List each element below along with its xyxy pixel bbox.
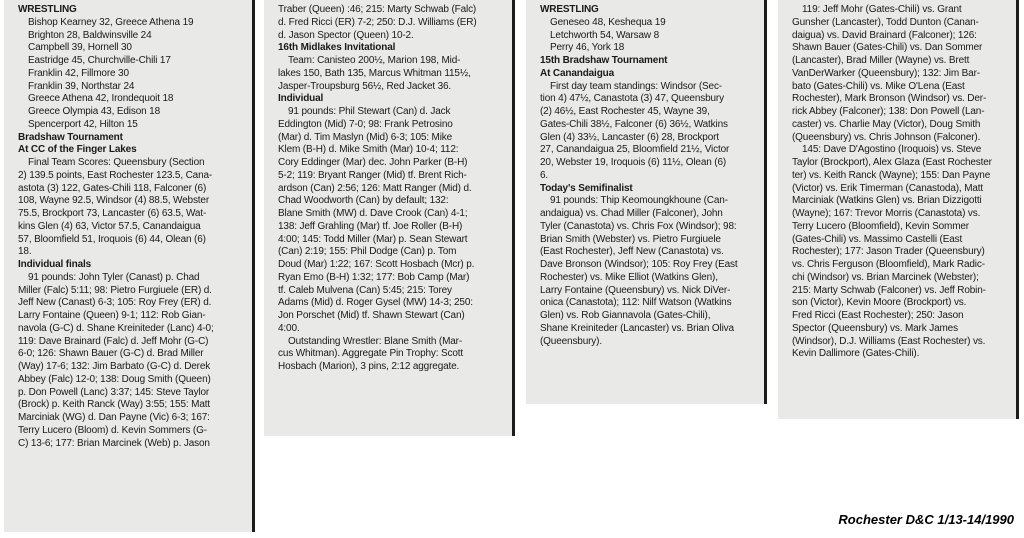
clipping-column-2 xyxy=(264,0,515,436)
text-line: tf. Caleb Mulvena (Can) 5:45; 215: Torey xyxy=(278,284,452,296)
text-line: (Gates-Chili) vs. Massimo Castelli (East xyxy=(792,233,963,245)
text-line: Shane Kreiniteder (Lancaster) vs. Brian Oliva xyxy=(540,322,734,334)
text-line: caster) vs. Charlie May (Victor), Doug Smith xyxy=(792,118,981,130)
text-line: 215: Marty Schwab (Falconer) vs. Jeff Robin- xyxy=(792,284,986,296)
section-heading: Bradshaw Tournament xyxy=(18,131,123,143)
clipping-column-3 xyxy=(526,0,767,404)
text-line: Bishop Kearney 32, Greece Athena 19 xyxy=(28,16,194,28)
section-heading: WRESTLING xyxy=(540,4,599,15)
text-line: Dave Bronson (Windsor); 105: Roy Frey (East xyxy=(540,259,738,270)
text-line: (Lancaster), Brad Miller (Wayne) vs. Brett xyxy=(792,55,970,66)
text-line: 4:00. xyxy=(278,322,300,334)
text-line: Klem (B-H) d. Mike Smith (Mar) 10-4; 112: xyxy=(278,144,459,156)
text-line: Letchworth 54, Warsaw 8 xyxy=(550,29,660,41)
text-line: Spencerport 42, Hilton 15 xyxy=(28,118,138,130)
text-line: Eddington (Mid) 7-0; 98: Frank Petrosino xyxy=(278,118,453,130)
text-line: Campbell 39, Hornell 30 xyxy=(28,42,132,54)
text-line: navola (G-C) d. Shane Kreiniteder (Lanc) 4-0; xyxy=(18,322,214,334)
section-heading: 15th Bradshaw Tournament xyxy=(540,55,668,66)
text-line: 108, Wayne 92.5, Windsor (4) 88.5, Webster xyxy=(18,195,210,207)
section-heading: Today's Semifinalist xyxy=(540,182,633,194)
text-line: (Mar) d. Tim Maslyn (Mid) 6-3; 105: Mike xyxy=(278,131,453,143)
text-line: Marciniak (WG) d. Dan Payne (Vic) 6-3; 167: xyxy=(18,412,210,423)
text-line: Jeff New (Canast) 6-3; 105: Roy Frey (ER) d. xyxy=(18,297,212,309)
text-line: ter) vs. Keith Ranck (Wayne); 155: Dan Payne xyxy=(792,169,991,181)
text-line: Rochester); 177: Jason Trader (Queensbury) xyxy=(792,246,985,258)
section-heading: At CC of the Finger Lakes xyxy=(18,144,137,156)
text-line: daigua) vs. David Brainard (Falconer); 126: xyxy=(792,29,977,41)
text-line: Adams (Mid) d. Roger Gysel (MW) 14-3; 250: xyxy=(278,297,473,309)
text-line: onica (Canastota); 112: Nilf Watson (Watkins xyxy=(540,297,732,309)
section-heading: Individual finals xyxy=(18,259,92,270)
text-line: Gunsher (Lancaster), Todd Dunton (Canan- xyxy=(792,16,979,28)
text-line: (Queensbury) vs. Chris Johnson (Falconer). xyxy=(792,131,981,143)
text-line: Greece Athena 42, Irondequoit 18 xyxy=(28,93,174,105)
text-line: ardson (Can) 2:56; 126: Matt Ranger (Mid) d. xyxy=(278,182,472,194)
text-line: Blane Smith (MW) d. Dave Crook (Can) 4-1; xyxy=(278,208,468,219)
text-line: Glen) vs. Rob Giannavola (Gates-Chili), xyxy=(540,310,711,321)
text-line: vs. Chris Ferguson (Bloomfield), Mark Radic- xyxy=(792,259,985,270)
text-line: Perry 46, York 18 xyxy=(550,42,625,54)
section-heading: 16th Midlakes Invitational xyxy=(278,42,396,54)
text-line: Brian Smith (Webster) vs. Pietro Furgiuele xyxy=(540,233,721,245)
text-line: 18. xyxy=(18,246,32,258)
text-line: Cory Eddinger (Mar) dec. John Parker (B-H) xyxy=(278,157,468,168)
text-line: 138: Jeff Grahling (Mar) tf. Joe Roller (B-H) xyxy=(278,220,463,232)
text-line: astota (3) 122, Gates-Chili 118, Falconer (6) xyxy=(18,182,207,194)
text-line: Hosbach (Marion), 3 pins, 2:12 aggregate. xyxy=(278,361,460,372)
text-line: (Victor) vs. Erik Timerman (Canastoda), Matt xyxy=(792,182,984,194)
text-line: lakes 150, Bath 135, Marcus Whitman 115½, xyxy=(278,67,471,79)
text-line: 119: Jeff Mohr (Gates-Chili) vs. Grant xyxy=(802,4,962,15)
section-heading: At Canandaigua xyxy=(540,67,615,79)
text-line: Franklin 39, Northstar 24 xyxy=(28,80,135,92)
text-line: (2) 46½, East Rochester 45, Wayne 39, xyxy=(540,106,710,117)
text-line: Taylor (Brockport), Alex Glaza (East Rochester xyxy=(792,157,992,168)
text-line: Geneseo 48, Keshequa 19 xyxy=(550,16,666,28)
text-line: Team: Canisteo 200½, Marion 198, Mid- xyxy=(288,55,461,66)
text-line: Jasper-Troupsburg 56½, Red Jacket 36. xyxy=(278,80,452,92)
text-line: Marciniak (Watkins Glen) vs. Brian Dizzigotti xyxy=(792,195,982,207)
clipping-column-1 xyxy=(4,0,255,532)
text-line: andaigua) vs. Chad Miller (Falconer), John xyxy=(540,208,723,219)
text-line: First day team standings: Windsor (Sec- xyxy=(550,80,722,92)
text-line: 145: Dave D'Agostino (Iroquois) vs. Steve xyxy=(802,144,982,156)
text-line: 4:00; 145: Todd Miller (Mar) p. Sean Stewart xyxy=(278,233,468,245)
text-line: 91 pounds: Thip Keomoungkhoune (Can- xyxy=(550,195,728,207)
text-line: Terry Lucero (Bloomfield), Kevin Sommer xyxy=(792,220,969,232)
text-line: Outstanding Wrestler: Blane Smith (Mar- xyxy=(288,335,463,347)
text-line: tion 4) 47½, Canastota (3) 47, Queensbury xyxy=(540,93,724,105)
text-line: Franklin 42, Fillmore 30 xyxy=(28,67,129,79)
text-line: (Queensbury). xyxy=(540,335,602,347)
text-line: Chad Woodworth (Can) by default; 132: xyxy=(278,195,449,207)
text-line: (Brock) p. Keith Ranck (Way) 3:55; 155: Matt xyxy=(18,399,210,411)
text-line: 91 pounds: John Tyler (Canast) p. Chad xyxy=(28,271,200,283)
text-line: 20, Webster 19, Iroquois (6) 11½, Olean (6) xyxy=(540,157,727,168)
text-line: p. Don Powell (Lanc) 3:37; 145: Steve Taylor xyxy=(18,386,210,398)
clipping-column-4 xyxy=(778,0,1019,419)
text-line: Abbey (Falc) 12-0; 138: Doug Smith (Queen) xyxy=(18,373,211,385)
text-line: Terry Lucero (Bloom) d. Kevin Sommers (G- xyxy=(18,424,207,436)
text-line: (Wayne); 167: Trevor Morris (Canastota) vs. xyxy=(792,208,981,219)
text-line: Rochester) vs. Mike Elliot (Watkins Glen), xyxy=(540,271,718,283)
text-line: Larry Fontaine (Queen) 9-1; 112: Rob Gian- xyxy=(18,310,206,321)
text-line: 27, Canandaigua 25, Bloomfield 21½, Victor xyxy=(540,144,730,156)
text-line: Doud (Mar) 1:22; 167: Scott Hosbach (Mcr) p. xyxy=(278,259,475,270)
text-line: cus Whitman). Aggregate Pin Trophy: Scott xyxy=(278,348,464,360)
text-line: (Way) 17-6; 132: Jim Barbato (G-C) d. Derek xyxy=(18,361,211,372)
source-credit: Rochester D&C 1/13-14/1990 xyxy=(838,512,1014,527)
text-line: 2) 139.5 points, East Rochester 123.5, Cana- xyxy=(18,169,213,181)
text-line: Larry Fontaine (Queensbury) vs. Nick DiVer- xyxy=(540,284,731,296)
text-line: kins Glen (4) 63, Victor 57.5, Canandaigua xyxy=(18,220,201,232)
text-line: (Can) 2:19; 155: Phil Dodge (Can) p. Tom xyxy=(278,246,457,258)
text-line: Traber (Queen) :46; 215: Marty Schwab (Falc) xyxy=(278,4,477,15)
text-line: Kevin Dallimore (Gates-Chili). xyxy=(792,348,920,360)
text-line: 75.5, Brockport 73, Lancaster (6) 63.5, Wat- xyxy=(18,208,207,219)
text-line: Eastridge 45, Churchville-Chili 17 xyxy=(28,55,171,66)
text-line: 91 pounds: Phil Stewart (Can) d. Jack xyxy=(288,106,451,117)
text-line: Tyler (Canastota) vs. Chris Fox (Windsor); 98: xyxy=(540,220,737,232)
text-line: Final Team Scores: Queensbury (Section xyxy=(28,157,205,168)
text-line: bato (Gates-Chili) vs. Mike O'Lena (East xyxy=(792,80,965,92)
section-heading: Individual xyxy=(278,93,324,105)
text-line: Jon Porschet (Mid) tf. Shawn Stewart (Can) xyxy=(278,310,465,321)
text-line: chi (Windsor) vs. Brian Marcinek (Webster); xyxy=(792,271,979,283)
text-line: Greece Olympia 43, Edison 18 xyxy=(28,106,160,117)
text-line: C) 13-6; 177: Brian Marcinek (Web) p. Jason xyxy=(18,437,210,449)
section-heading: WRESTLING xyxy=(18,4,77,15)
text-line: Ryan Emo (B-H) 1:32; 177: Bob Camp (Mar) xyxy=(278,271,470,283)
text-line: 6-0; 126: Shawn Bauer (G-C) d. Brad Miller xyxy=(18,348,204,360)
text-line: 5-2; 119: Bryant Ranger (Mid) tf. Brent Rich- xyxy=(278,169,467,181)
text-line: son (Victor), Kevin Moore (Brockport) vs. xyxy=(792,297,967,309)
text-line: rick Abbey (Falconer); 138: Don Powell (Lan- xyxy=(792,106,985,117)
text-line: Spector (Queensbury) vs. Mark James xyxy=(792,322,958,334)
text-line: VanDerWarker (Queensbury); 132: Jim Bar- xyxy=(792,67,980,79)
text-line: (East Rochester), Jeff New (Canastota) vs. xyxy=(540,246,724,258)
text-line: d. Fred Ricci (ER) 7-2; 250: D.J. Williams (ER) xyxy=(278,16,477,28)
text-line: Shawn Bauer (Gates-Chili) vs. Dan Sommer xyxy=(792,42,983,54)
text-line: 119: Dave Brainard (Falc) d. Jeff Mohr (G-C) xyxy=(18,335,209,347)
text-line: (Windsor), D.J. Williams (East Rochester) vs. xyxy=(792,335,986,347)
text-line: Fred Ricci (East Rochester); 250: Jason xyxy=(792,310,964,321)
text-line: Glen (4) 33½, Lancaster (6) 28, Brockport xyxy=(540,131,719,143)
text-line: Miller (Falc) 5:11; 98: Pietro Furgiuele (ER) d. xyxy=(18,284,212,296)
text-line: 57, Bloomfield 51, Iroquois (6) 44, Olean (6) xyxy=(18,233,206,245)
text-line: Gates-Chili 38½, Falconer (6) 36½, Watkins xyxy=(540,118,728,130)
text-line: Rochester), Mark Bronson (Windsor) vs. Der- xyxy=(792,93,987,105)
text-line: d. Jason Spector (Queen) 10-2. xyxy=(278,29,414,41)
text-line: Brighton 28, Baldwinsville 24 xyxy=(28,29,152,41)
text-line: 6. xyxy=(540,169,549,181)
